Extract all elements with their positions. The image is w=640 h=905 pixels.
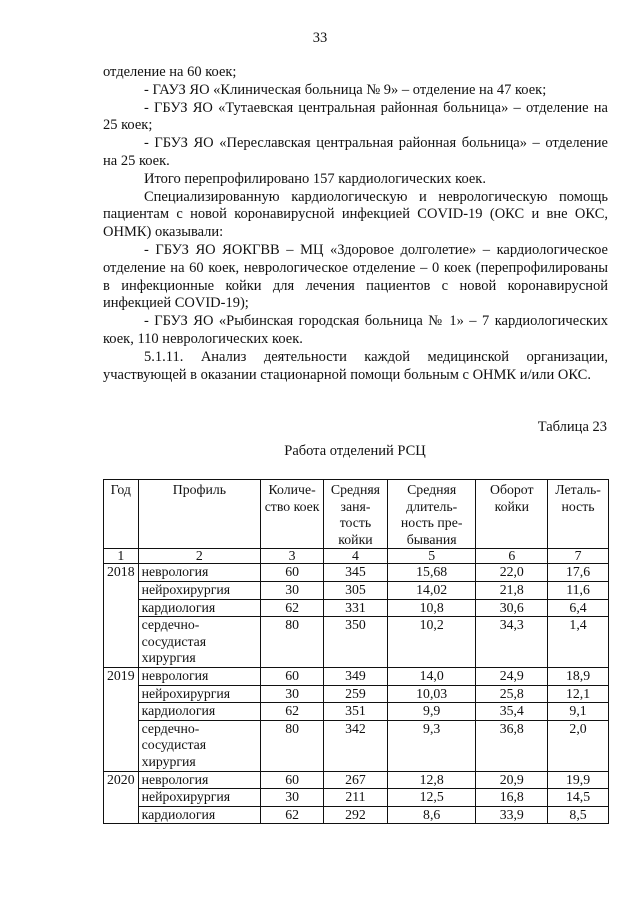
value-cell: 331	[324, 599, 388, 617]
table-row	[104, 685, 609, 703]
paragraph: отделение на 60 коек;	[103, 64, 237, 80]
year-cell: 2020	[104, 771, 139, 824]
value-cell: 6,4	[548, 599, 609, 617]
value-cell: 345	[324, 564, 388, 582]
value-cell: 33,9	[476, 806, 548, 824]
value-cell: 16,8	[476, 789, 548, 807]
value-cell: 62	[261, 806, 324, 824]
value-cell: 30	[261, 685, 324, 703]
value-cell: 12,8	[387, 771, 476, 789]
value-cell: 10,2	[387, 617, 476, 668]
value-cell: 24,9	[476, 667, 548, 685]
profile-cell: кардиология	[138, 599, 261, 617]
value-cell: 9,1	[548, 703, 609, 721]
value-cell: 12,1	[548, 685, 609, 703]
profile-cell: сердечно-сосудистая хирургия	[138, 720, 261, 771]
profile-cell: неврология	[138, 771, 261, 789]
column-index: 4	[324, 549, 388, 564]
profile-cell: неврология	[138, 564, 261, 582]
table-row	[104, 720, 609, 771]
profile-cell: нейрохирургия	[138, 789, 261, 807]
table-title: Работа отделений РСЦ	[284, 443, 426, 459]
table-row	[104, 581, 609, 599]
column-header: Количе-ство коек	[261, 480, 324, 549]
value-cell: 350	[324, 617, 388, 668]
column-index: 6	[476, 549, 548, 564]
value-cell: 62	[261, 703, 324, 721]
value-cell: 18,9	[548, 667, 609, 685]
profile-cell: кардиология	[138, 703, 261, 721]
data-table	[103, 479, 609, 824]
value-cell: 19,9	[548, 771, 609, 789]
body-text	[103, 64, 608, 384]
value-cell: 211	[324, 789, 388, 807]
paragraph: 5.1.11. Анализ деятельности каждой медицинской организации, участвующей в оказании стационарной помощи больным с ОНМК и/или ОКС.	[103, 348, 608, 383]
paragraph: - ГАУЗ ЯО «Клиническая больница № 9» – отделение на 47 коек;	[144, 81, 547, 98]
value-cell: 9,9	[387, 703, 476, 721]
column-header: Средняя длитель-ность пре-бывания	[387, 480, 476, 549]
column-index: 3	[261, 549, 324, 564]
table-row	[104, 564, 609, 582]
paragraph: - ГБУЗ ЯО «Рыбинская городская больница № 1» – 7 кардиологических коек, 110 неврологических коек.	[103, 313, 608, 347]
table-row	[104, 789, 609, 807]
table-row	[104, 617, 609, 668]
value-cell: 80	[261, 720, 324, 771]
page-number: 33	[312, 30, 328, 46]
value-cell: 14,0	[387, 667, 476, 685]
table-row	[104, 806, 609, 824]
value-cell: 14,5	[548, 789, 609, 807]
value-cell: 60	[261, 564, 324, 582]
column-index: 2	[138, 549, 261, 564]
header-row	[104, 480, 609, 549]
value-cell: 17,6	[548, 564, 609, 582]
value-cell: 10,03	[387, 685, 476, 703]
value-cell: 62	[261, 599, 324, 617]
year-cell: 2019	[104, 667, 139, 771]
value-cell: 30,6	[476, 599, 548, 617]
value-cell: 2,0	[548, 720, 609, 771]
value-cell: 30	[261, 581, 324, 599]
column-header: Оборот койки	[476, 480, 548, 549]
value-cell: 342	[324, 720, 388, 771]
value-cell: 351	[324, 703, 388, 721]
value-cell: 1,4	[548, 617, 609, 668]
column-header: Год	[104, 480, 139, 549]
value-cell: 8,6	[387, 806, 476, 824]
profile-cell: нейрохирургия	[138, 685, 261, 703]
index-row	[104, 549, 609, 564]
value-cell: 22,0	[476, 564, 548, 582]
profile-cell: неврология	[138, 667, 261, 685]
table-label: Таблица 23	[537, 419, 607, 435]
paragraph: - ГБУЗ ЯО ЯОКГВВ – МЦ «Здоровое долголетие» – кардиологическое отделение на 60 коек, неврологическое отделение – 0 коек (перепрофилированы в инфекционные койки для лечения пациентов с новой коронавирусной инфекцией COVID-19);	[103, 241, 608, 312]
value-cell: 11,6	[548, 581, 609, 599]
column-index: 1	[104, 549, 139, 564]
value-cell: 80	[261, 617, 324, 668]
table-row	[104, 667, 609, 685]
table-row	[104, 599, 609, 617]
value-cell: 34,3	[476, 617, 548, 668]
value-cell: 14,02	[387, 581, 476, 599]
table-body	[104, 564, 609, 824]
column-header: Средняя заня-тость койки	[324, 480, 388, 549]
column-index: 7	[548, 549, 609, 564]
value-cell: 15,68	[387, 564, 476, 582]
profile-cell: нейрохирургия	[138, 581, 261, 599]
value-cell: 9,3	[387, 720, 476, 771]
value-cell: 35,4	[476, 703, 548, 721]
value-cell: 349	[324, 667, 388, 685]
value-cell: 12,5	[387, 789, 476, 807]
paragraph: - ГБУЗ ЯО «Тутаевская центральная районная больница» – отделение на 25 коек;	[103, 99, 608, 134]
value-cell: 305	[324, 581, 388, 599]
table-row	[104, 703, 609, 721]
profile-cell: кардиология	[138, 806, 261, 824]
value-cell: 292	[324, 806, 388, 824]
value-cell: 60	[261, 667, 324, 685]
value-cell: 21,8	[476, 581, 548, 599]
value-cell: 60	[261, 771, 324, 789]
paragraph: Специализированную кардиологическую и неврологическую помощь пациентам с новой коронавирусной инфекцией COVID-19 (ОКС и вне ОКС, ОНМК) оказывали:	[103, 188, 608, 241]
value-cell: 259	[324, 685, 388, 703]
profile-cell: сердечно-сосудистая хирургия	[138, 617, 261, 668]
value-cell: 8,5	[548, 806, 609, 824]
value-cell: 36,8	[476, 720, 548, 771]
year-cell: 2018	[104, 564, 139, 668]
value-cell: 30	[261, 789, 324, 807]
value-cell: 267	[324, 771, 388, 789]
value-cell: 25,8	[476, 685, 548, 703]
paragraph: - ГБУЗ ЯО «Переславская центральная районная больница» – отделение на 25 коек.	[103, 135, 608, 169]
column-header: Леталь-ность	[548, 480, 609, 549]
value-cell: 10,8	[387, 599, 476, 617]
paragraph: Итого перепрофилировано 157 кардиологических коек.	[144, 170, 486, 187]
value-cell: 20,9	[476, 771, 548, 789]
table-row	[104, 771, 609, 789]
column-header: Профиль	[138, 480, 261, 549]
column-index: 5	[387, 549, 476, 564]
